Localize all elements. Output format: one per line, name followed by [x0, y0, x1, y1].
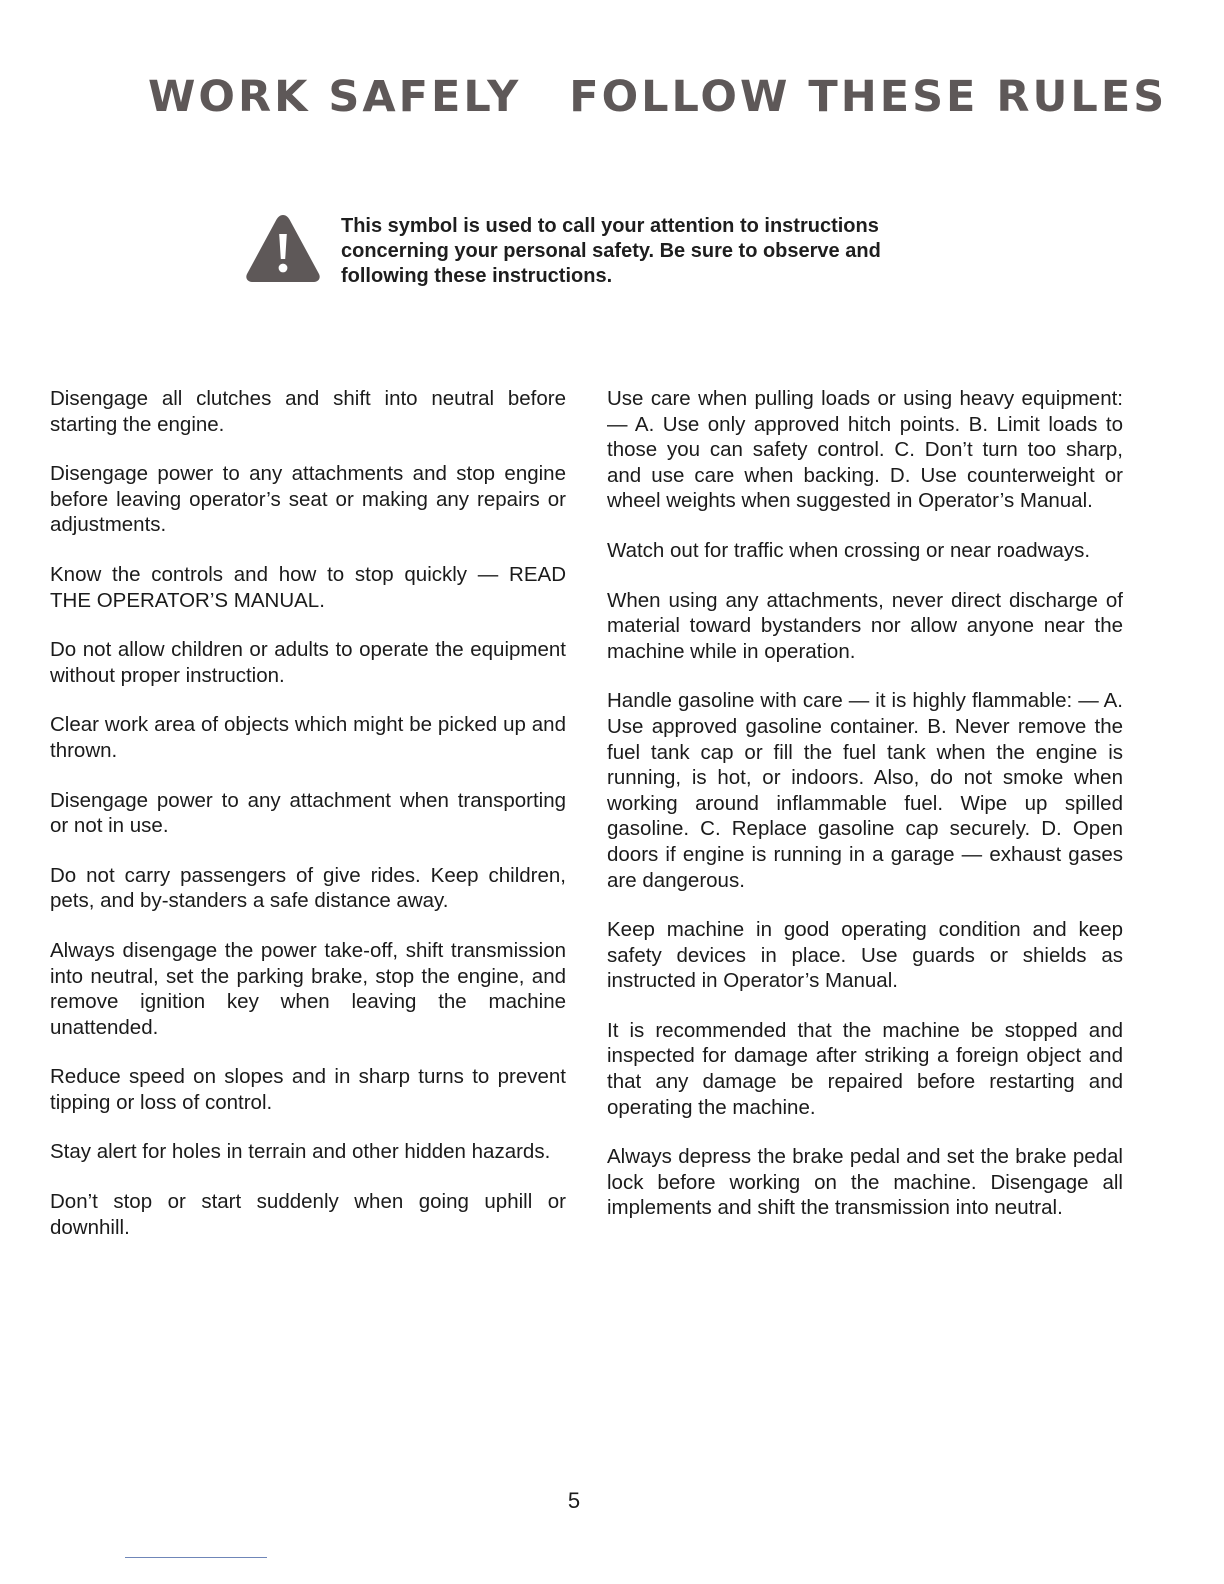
safety-notice-text: This symbol is used to call your attention to instructions concerning your personal safety. Be sure to observe and following these instructions. [341, 215, 881, 287]
page-title [148, 72, 1168, 122]
rule-item: Keep machine in good operating condition and keep safety devices in place. Use guards or shields as instructed in Operator’s Manual. [607, 918, 1123, 993]
rule-item: Do not carry passengers of give rides. Keep children, pets, and by-standers a safe distance away. [50, 863, 566, 913]
rule-item: When using any attachments, never direct discharge of material toward bystanders nor allow anyone near the machine while in operation. [607, 588, 1123, 663]
left-rules-column [50, 386, 566, 1240]
rule-item: Disengage all clutches and shift into neutral before starting the engine. [50, 387, 566, 436]
footer-divider [125, 1557, 267, 1558]
rule-item: Do not allow children or adults to operate the equipment without proper instruction. [50, 638, 566, 687]
rule-item: Handle gasoline with care — it is highly flammable: — A. Use approved gasoline container. B. Never remove the fuel tank cap or fill the fuel tank when the engine is running, is hot, or indoors. Also, do not smoke when working around inflammable fuel. Wipe up spilled gasoline. C. Replace gasoline cap securely. D. Open doors if engine is running in a garage — exhaust gases are dangerous. [607, 689, 1123, 892]
rule-item: Stay alert for holes in terrain and other hidden hazards. [50, 1140, 551, 1164]
rule-item: Know the controls and how to stop quickly — READ THE OPERATOR’S MANUAL. [50, 562, 566, 612]
right-rules-column [607, 386, 1123, 1221]
rule-item: Disengage power to any attachment when transporting or not in use. [50, 788, 566, 838]
rule-item: Always disengage the power take-off, shift transmission into neutral, set the parking brake, stop the engine, and remove ignition key when leaving the machine unattended. [50, 938, 566, 1039]
page-number: 5 [567, 1488, 581, 1513]
rule-item: Clear work area of objects which might be picked up and thrown. [50, 713, 566, 762]
rule-item: Don’t stop or start suddenly when going uphill or downhill. [50, 1190, 566, 1239]
safety-notice [244, 210, 944, 300]
rule-item: It is recommended that the machine be stopped and inspected for damage after striking a foreign object and that any damage be repaired before restarting and operating the machine. [607, 1018, 1123, 1119]
title-part-2: FOLLOW THESE RULES [569, 72, 1168, 122]
rule-item: Watch out for traffic when crossing or near roadways. [607, 538, 1091, 562]
rule-item: Use care when pulling loads or using heavy equipment: — A. Use only approved hitch points. B. Limit loads to those you can safety control. C. Don’t turn too sharp, and use care when backing. D. Use counterweight or wheel weights when suggested in Operator’s Manual. [607, 387, 1123, 513]
rule-item: Always depress the brake pedal and set the brake pedal lock before working on the machine. Disengage all implements and shift the transmission into neutral. [607, 1145, 1123, 1220]
title-part-1: WORK SAFELY [148, 72, 522, 122]
rule-item: Reduce speed on slopes and in sharp turns to prevent tipping or loss of control. [50, 1065, 566, 1114]
rule-item: Disengage power to any attachments and stop engine before leaving operator’s seat or making any repairs or adjustments. [50, 462, 566, 537]
warning-triangle-icon [244, 212, 322, 284]
